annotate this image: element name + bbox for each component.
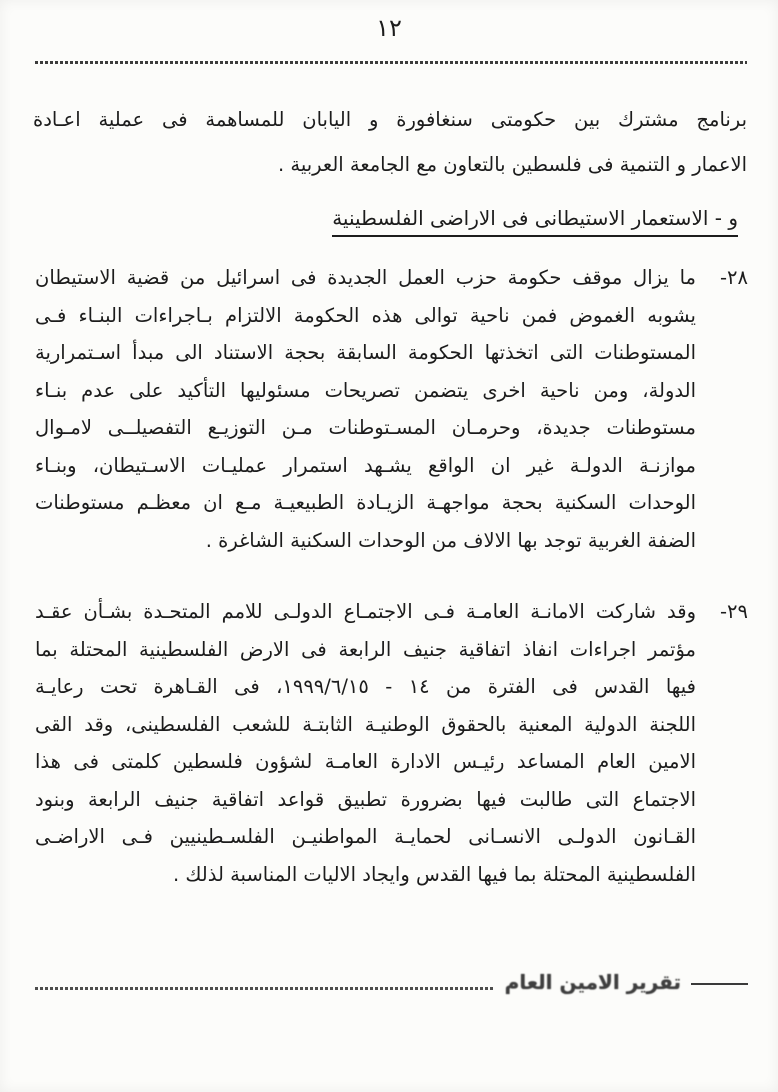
text-line: مستوطنات جديدة، وحرمـان المسـتوطنات مـن التوزيـع التفصيلــى لامـوال bbox=[35, 416, 696, 439]
text-line: الاجتماع التى طالبت فيها بضرورة تطبيق قواعد اتفاقية جنيف الرابعة وبنود bbox=[35, 787, 696, 811]
text-line: يشوبه الغموض فمن ناحية توالى هذه الحكومة الالتزام بـاجراءات البنـاء فـى bbox=[35, 303, 696, 327]
paragraph-28 bbox=[35, 259, 748, 559]
top-separator-line bbox=[35, 61, 747, 64]
text-line: الوحدات السكنية بحجة مواجهـة الزيـادة الطبيعيـة مـع ان معظـم مستوطنات bbox=[35, 491, 696, 514]
text-line: مؤتمر اجراءات انفاذ اتفاقية جنيف الرابعة فى الارض الفلسطينية المحتلة بما bbox=[35, 637, 696, 661]
footer bbox=[35, 972, 748, 996]
paragraph-29-number: ٢٩- bbox=[720, 600, 748, 623]
footer-dash-line bbox=[691, 983, 748, 985]
text-line: فيها القدس فى الفترة من ١٤ - ١٩٩٩/٦/١٥، فى القـاهرة تحت رعايـة bbox=[35, 675, 696, 698]
text-line: الضفة الغربية توجد بها الالاف من الوحدات السكنية الشاغرة . bbox=[205, 528, 696, 552]
page-number: ١٢ bbox=[376, 14, 402, 42]
text-line: موازنـة الدولـة غير ان الواقع يشـهد استمرار عمليـات الاسـتيطان، وبنـاء bbox=[35, 453, 696, 477]
text-line: اللجنة الدولية المعنية بالحقوق الوطنيـة الثابتـة للشعب الفلسطينى، وقد القى bbox=[35, 712, 696, 736]
paragraph-29 bbox=[35, 593, 748, 893]
text-line: ما يزال موقف حكومة حزب العمل الجديدة فى اسرائيل من قضية الاستيطان bbox=[35, 266, 696, 289]
text-line: المستوطنات التى اتخذتها الحكومة السابقة بحجة الاستناد الى مبدأ اسـتمرارية bbox=[35, 341, 696, 364]
text-line: الامين العام المساعد رئيـس الادارة العامـة لشؤون فلسطين كلمتى فى هذا bbox=[35, 750, 696, 773]
intro-paragraph bbox=[33, 97, 747, 187]
text-line: برنامج مشترك بين حكومتى سنغافورة و اليابان للمساهمة فى عملية اعـادة bbox=[33, 108, 747, 131]
footer-separator-line bbox=[35, 987, 495, 990]
paragraph-29-body bbox=[35, 593, 696, 893]
text-line: القـانون الدولـى الانسـانى لحمايـة المواطنيـن الفلسـطينيين فـى الاراضـى bbox=[35, 825, 696, 848]
text-line: الفلسطينية المحتلة بما فيها القدس وايجاد الاليات المناسبة لذلك . bbox=[172, 862, 696, 886]
paragraph-28-body bbox=[35, 259, 696, 559]
text-line: الاعمار و التنمية فى فلسطين بالتعاون مع الجامعة العربية . bbox=[277, 153, 747, 176]
paragraph-28-number: ٢٨- bbox=[720, 266, 748, 289]
footer-signature: تقرير الامين العام bbox=[504, 970, 681, 994]
text-line: وقد شاركت الامانـة العامـة فـى الاجتمـاع الدولـى للامم المتحـدة بشـأن عقـد bbox=[35, 600, 696, 623]
section-heading: و - الاستعمار الاستيطانى فى الاراضى الفلسطينية bbox=[332, 206, 738, 237]
text-line: الدولة، ومن ناحية اخرى يتضمن تصريحات مسئوليها التأكيد على عدم بنـاء bbox=[35, 378, 696, 402]
